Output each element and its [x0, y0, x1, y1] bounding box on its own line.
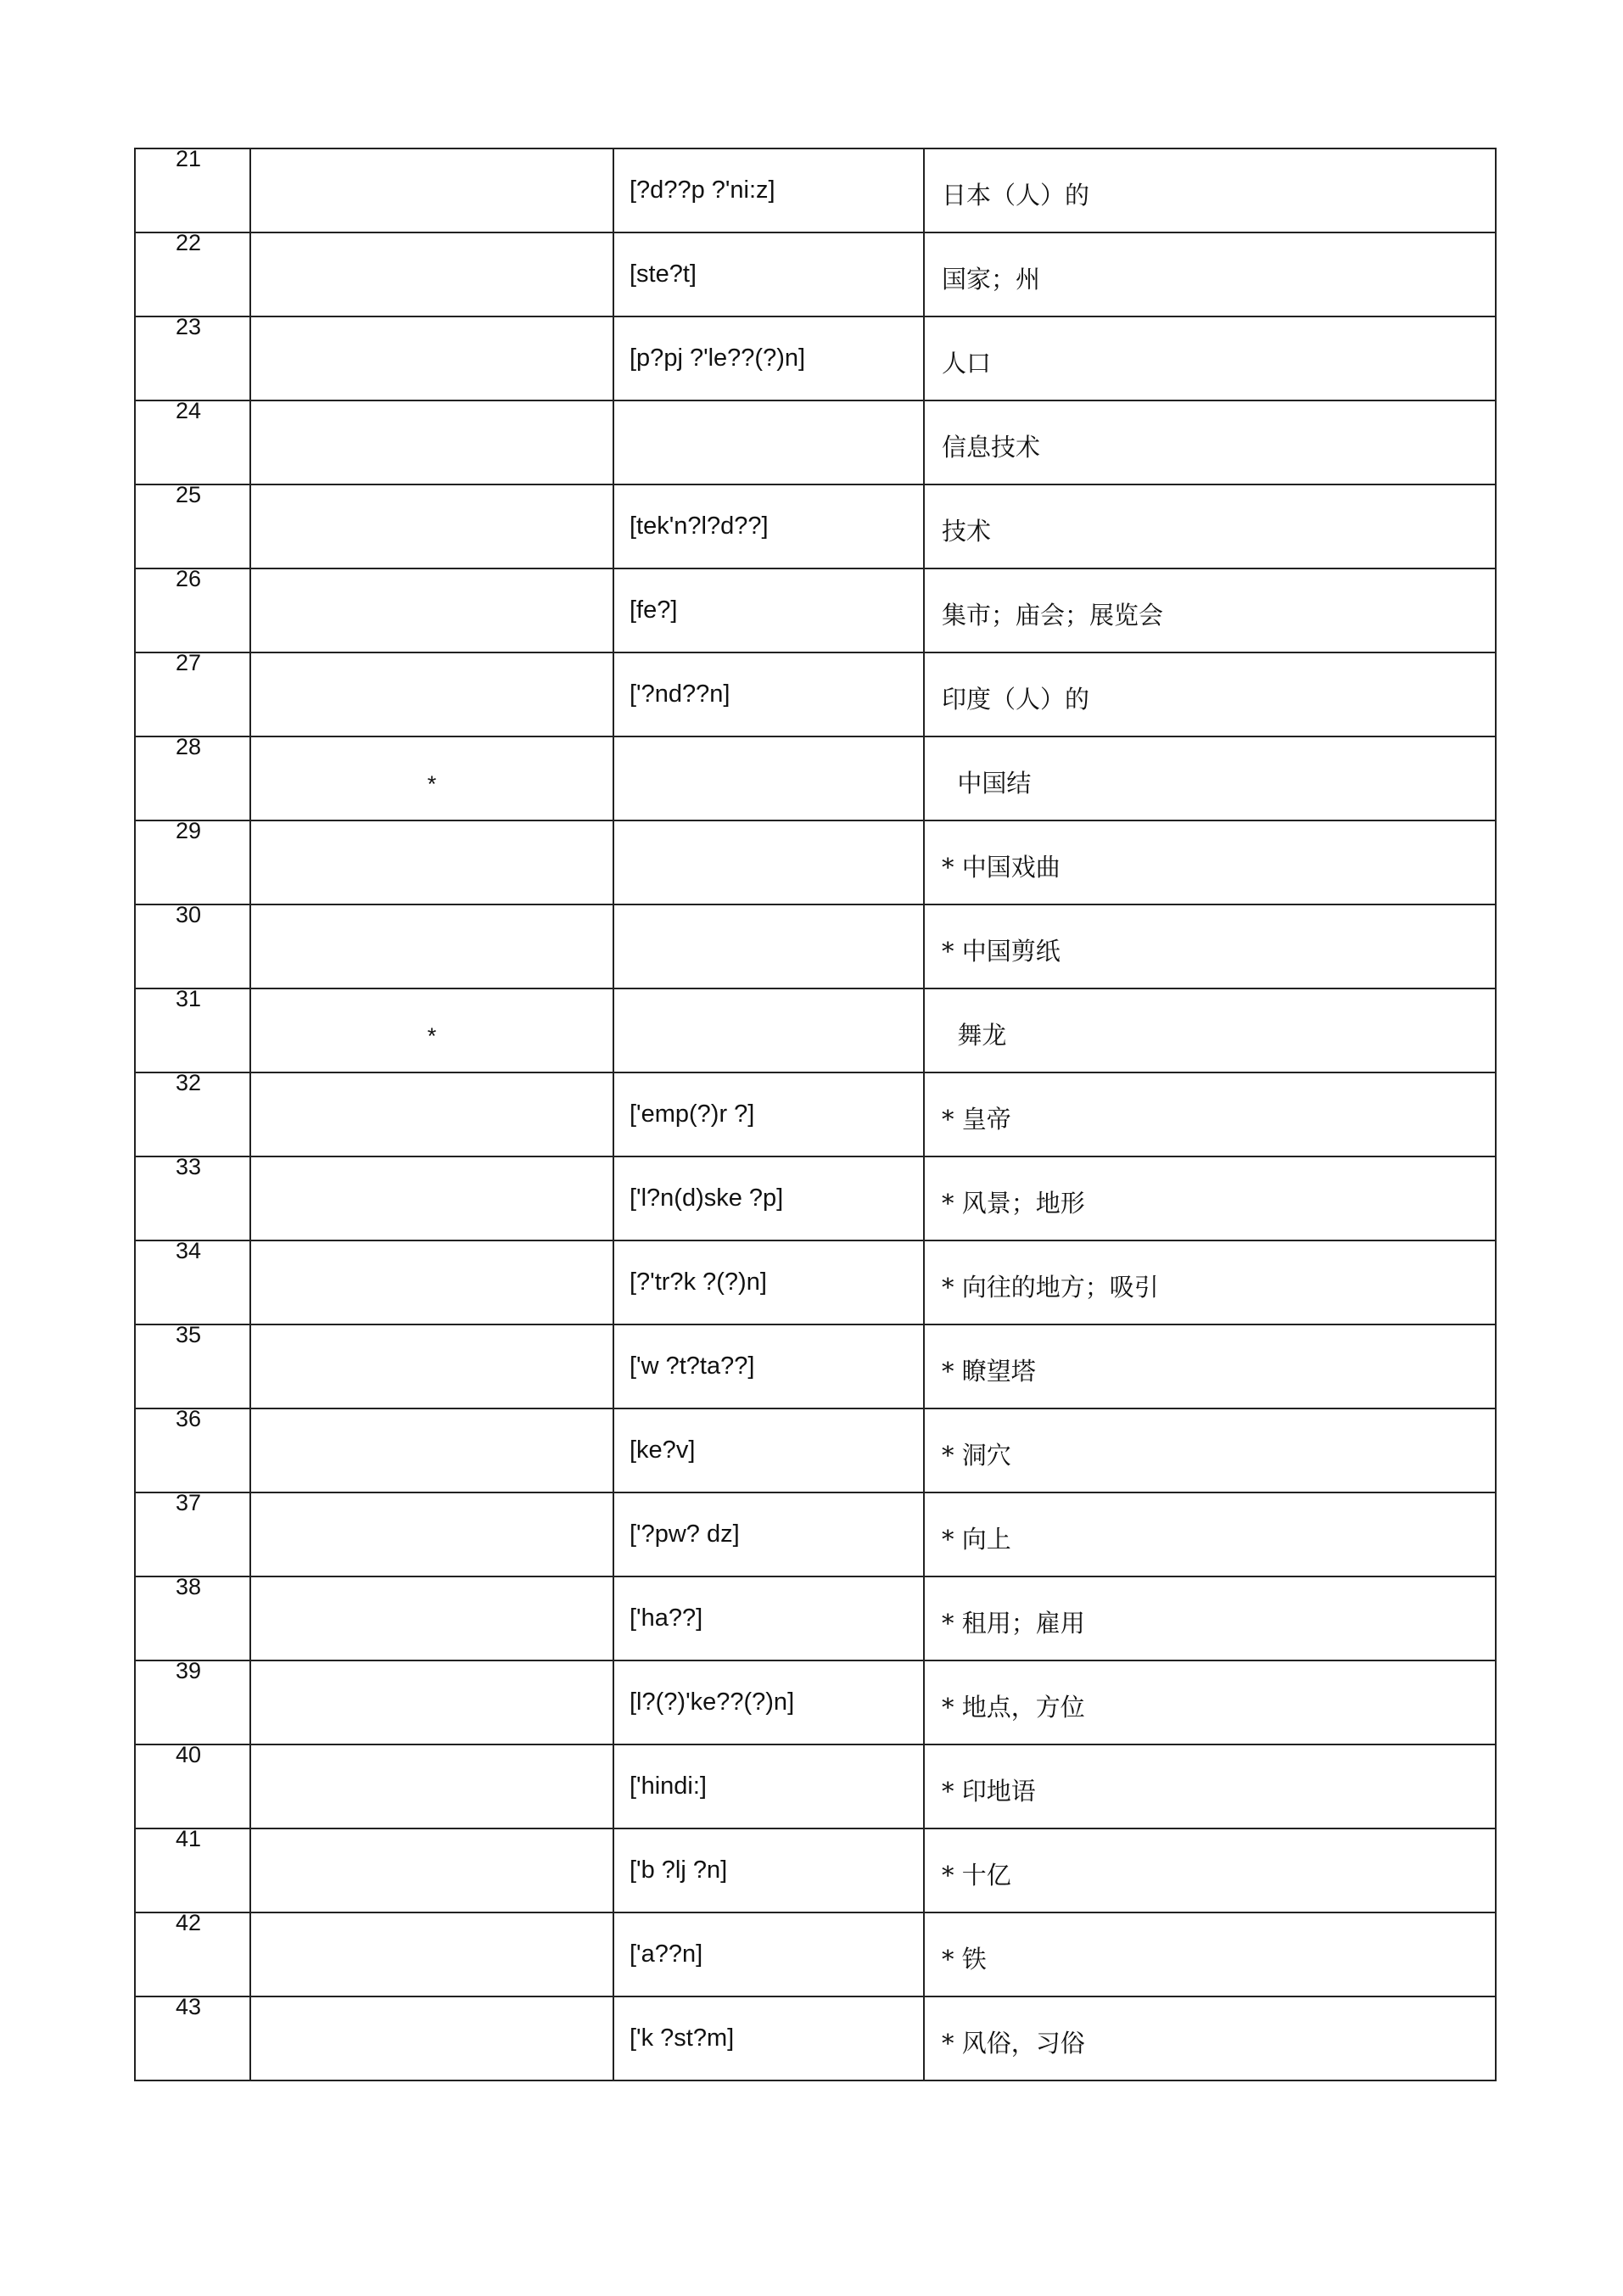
- word-text: [251, 1577, 613, 1611]
- meaning-text: * 租用；雇用: [942, 1609, 1085, 1638]
- word-cell: [250, 1492, 613, 1576]
- word-cell: [250, 568, 613, 652]
- word-text: [251, 905, 613, 939]
- row-number: 39: [176, 1658, 202, 1683]
- word-text: *: [427, 771, 437, 797]
- word-text: [251, 1157, 613, 1191]
- row-number: 42: [176, 1910, 202, 1935]
- table-row: [135, 484, 1496, 568]
- meaning-text: 国家；州: [942, 265, 1041, 294]
- meaning-cell: [924, 484, 1496, 568]
- meaning-text: * 铁: [942, 1945, 987, 1974]
- table-row: [135, 736, 1496, 820]
- phonetic-text: [ke?v]: [630, 1436, 696, 1464]
- meaning-text: * 向往的地方；吸引: [942, 1273, 1159, 1302]
- vocabulary-table: [134, 148, 1497, 2081]
- phonetic-text: ['k ?st?m]: [630, 2024, 735, 2052]
- word-text: [251, 317, 613, 351]
- row-number: 28: [176, 734, 202, 759]
- phonetic-cell: [613, 1408, 924, 1492]
- word-text: [251, 233, 613, 267]
- phonetic-cell: [613, 1744, 924, 1828]
- meaning-text: * 向上: [942, 1525, 1011, 1554]
- meaning-cell: [924, 736, 1496, 820]
- word-cell: [250, 1072, 613, 1156]
- word-text: [251, 1241, 613, 1275]
- row-number: 34: [176, 1238, 202, 1263]
- phonetic-text: ['ha??]: [630, 1604, 703, 1632]
- phonetic-text: [614, 821, 923, 848]
- meaning-text: * 地点，方位: [942, 1693, 1085, 1722]
- word-cell: [250, 400, 613, 484]
- phonetic-text: [614, 401, 923, 428]
- table-row: [135, 904, 1496, 988]
- meaning-cell: [924, 1996, 1496, 2080]
- phonetic-cell: [613, 1996, 924, 2080]
- phonetic-text: ['emp(?)r ?]: [630, 1100, 755, 1128]
- phonetic-cell: [613, 1324, 924, 1408]
- word-cell: [250, 484, 613, 568]
- meaning-cell: [924, 988, 1496, 1072]
- phonetic-cell: [613, 736, 924, 820]
- number-cell: [135, 568, 250, 652]
- table-row: [135, 400, 1496, 484]
- phonetic-cell: [613, 484, 924, 568]
- meaning-text: 信息技术: [942, 433, 1041, 462]
- phonetic-text: ['a??n]: [630, 1940, 703, 1968]
- table-row: [135, 1660, 1496, 1744]
- table-row: [135, 1408, 1496, 1492]
- row-number: 43: [176, 1994, 202, 2019]
- phonetic-cell: [613, 988, 924, 1072]
- meaning-text: * 十亿: [942, 1861, 1011, 1890]
- number-cell: [135, 1072, 250, 1156]
- phonetic-text: [l?(?)'ke??(?)n]: [630, 1688, 795, 1716]
- table-row: [135, 652, 1496, 736]
- table-row: [135, 148, 1496, 232]
- phonetic-cell: [613, 232, 924, 316]
- word-cell: [250, 1324, 613, 1408]
- number-cell: [135, 820, 250, 904]
- row-number: 21: [176, 146, 202, 171]
- word-text: [251, 821, 613, 855]
- number-cell: [135, 400, 250, 484]
- meaning-cell: [924, 1744, 1496, 1828]
- word-cell: [250, 1660, 613, 1744]
- row-number: 36: [176, 1406, 202, 1431]
- number-cell: [135, 316, 250, 400]
- number-cell: [135, 148, 250, 232]
- word-cell: [250, 148, 613, 232]
- number-cell: [135, 1912, 250, 1996]
- phonetic-cell: [613, 652, 924, 736]
- row-number: 30: [176, 902, 202, 927]
- phonetic-text: [?d??p ?'ni:z]: [630, 176, 775, 204]
- row-number: 29: [176, 818, 202, 843]
- word-text: [251, 569, 613, 603]
- word-cell: [250, 1828, 613, 1912]
- table-row: [135, 316, 1496, 400]
- meaning-cell: [924, 652, 1496, 736]
- word-text: [251, 1913, 613, 1947]
- table-row: [135, 820, 1496, 904]
- number-cell: [135, 1996, 250, 2080]
- table-row: [135, 1072, 1496, 1156]
- meaning-text: * 印地语: [942, 1777, 1036, 1806]
- phonetic-text: [ste?t]: [630, 260, 697, 288]
- meaning-cell: [924, 400, 1496, 484]
- number-cell: [135, 988, 250, 1072]
- table-row: [135, 1576, 1496, 1660]
- row-number: 37: [176, 1490, 202, 1515]
- word-text: [251, 1493, 613, 1527]
- number-cell: [135, 484, 250, 568]
- meaning-cell: [924, 1576, 1496, 1660]
- meaning-cell: [924, 1828, 1496, 1912]
- meaning-cell: [924, 904, 1496, 988]
- row-number: 38: [176, 1574, 202, 1599]
- word-text: [251, 149, 613, 183]
- number-cell: [135, 232, 250, 316]
- meaning-text: * 中国戏曲: [942, 853, 1061, 882]
- word-cell: [250, 988, 613, 1072]
- table-row: [135, 1912, 1496, 1996]
- meaning-text: 人口: [942, 349, 992, 378]
- row-number: 27: [176, 650, 202, 675]
- meaning-cell: [924, 568, 1496, 652]
- meaning-text: * 瞭望塔: [942, 1357, 1036, 1386]
- word-text: [251, 401, 613, 435]
- word-cell: [250, 316, 613, 400]
- meaning-cell: [924, 316, 1496, 400]
- phonetic-cell: [613, 820, 924, 904]
- phonetic-cell: [613, 904, 924, 988]
- meaning-cell: [924, 1072, 1496, 1156]
- word-cell: [250, 1744, 613, 1828]
- meaning-cell: [924, 1240, 1496, 1324]
- word-cell: [250, 652, 613, 736]
- meaning-cell: [924, 232, 1496, 316]
- meaning-text: * 洞穴: [942, 1441, 1011, 1470]
- word-cell: [250, 232, 613, 316]
- number-cell: [135, 1408, 250, 1492]
- meaning-cell: [924, 820, 1496, 904]
- phonetic-cell: [613, 1828, 924, 1912]
- row-number: 40: [176, 1742, 202, 1767]
- row-number: 32: [176, 1070, 202, 1095]
- phonetic-text: [614, 737, 923, 764]
- word-text: [251, 1661, 613, 1695]
- word-cell: [250, 904, 613, 988]
- table-row: [135, 568, 1496, 652]
- phonetic-text: ['hindi:]: [630, 1772, 707, 1800]
- phonetic-cell: [613, 148, 924, 232]
- number-cell: [135, 1576, 250, 1660]
- number-cell: [135, 1156, 250, 1240]
- phonetic-text: ['w ?t?ta??]: [630, 1352, 755, 1380]
- phonetic-cell: [613, 568, 924, 652]
- meaning-cell: [924, 1492, 1496, 1576]
- word-cell: [250, 820, 613, 904]
- meaning-text: 中国结: [942, 769, 1032, 798]
- table-row: [135, 1324, 1496, 1408]
- row-number: 41: [176, 1826, 202, 1851]
- meaning-text: 舞龙: [942, 1021, 1007, 1050]
- table-row: [135, 1492, 1496, 1576]
- phonetic-cell: [613, 1576, 924, 1660]
- meaning-cell: [924, 1156, 1496, 1240]
- word-text: [251, 1073, 613, 1107]
- word-text: [251, 1745, 613, 1779]
- meaning-text: * 中国剪纸: [942, 937, 1061, 966]
- table-row: [135, 1828, 1496, 1912]
- word-text: [251, 1997, 613, 2031]
- number-cell: [135, 736, 250, 820]
- word-text: *: [427, 1023, 437, 1049]
- table-row: [135, 988, 1496, 1072]
- phonetic-text: [?'tr?k ?(?)n]: [630, 1268, 767, 1296]
- word-cell: [250, 1156, 613, 1240]
- word-cell: [250, 1576, 613, 1660]
- phonetic-cell: [613, 1660, 924, 1744]
- meaning-cell: [924, 1324, 1496, 1408]
- word-text: [251, 1325, 613, 1359]
- table-row: [135, 1156, 1496, 1240]
- row-number: 24: [176, 398, 202, 423]
- meaning-cell: [924, 1912, 1496, 1996]
- phonetic-cell: [613, 1240, 924, 1324]
- meaning-text: 印度（人）的: [942, 685, 1090, 714]
- phonetic-text: [tek'n?l?d??]: [630, 512, 769, 540]
- meaning-text: * 皇帝: [942, 1105, 1011, 1134]
- word-text: [251, 653, 613, 687]
- number-cell: [135, 1240, 250, 1324]
- meaning-text: 技术: [942, 517, 992, 546]
- phonetic-cell: [613, 316, 924, 400]
- row-number: 23: [176, 314, 202, 339]
- meaning-text: * 风俗，习俗: [942, 2029, 1085, 2058]
- phonetic-text: [614, 905, 923, 932]
- phonetic-text: ['b ?lj ?n]: [630, 1856, 728, 1884]
- phonetic-text: ['l?n(d)ske ?p]: [630, 1184, 784, 1212]
- word-text: [251, 1829, 613, 1863]
- phonetic-cell: [613, 400, 924, 484]
- number-cell: [135, 1492, 250, 1576]
- table-row: [135, 1744, 1496, 1828]
- table-row: [135, 232, 1496, 316]
- row-number: 26: [176, 566, 202, 591]
- row-number: 22: [176, 230, 202, 255]
- phonetic-text: [p?pj ?'le??(?)n]: [630, 344, 806, 372]
- phonetic-text: [614, 989, 923, 1016]
- number-cell: [135, 1660, 250, 1744]
- word-cell: [250, 736, 613, 820]
- meaning-text: * 风景；地形: [942, 1189, 1085, 1218]
- phonetic-text: ['?nd??n]: [630, 680, 730, 708]
- row-number: 33: [176, 1154, 202, 1179]
- number-cell: [135, 1828, 250, 1912]
- row-number: 35: [176, 1322, 202, 1347]
- word-text: [251, 485, 613, 519]
- phonetic-text: ['?pw? dz]: [630, 1520, 740, 1548]
- number-cell: [135, 1324, 250, 1408]
- meaning-cell: [924, 1660, 1496, 1744]
- meaning-text: 日本（人）的: [942, 181, 1090, 210]
- meaning-cell: [924, 148, 1496, 232]
- word-cell: [250, 1408, 613, 1492]
- phonetic-cell: [613, 1492, 924, 1576]
- word-cell: [250, 1912, 613, 1996]
- meaning-cell: [924, 1408, 1496, 1492]
- table-row: [135, 1996, 1496, 2080]
- meaning-text: 集市；庙会；展览会: [942, 601, 1164, 630]
- number-cell: [135, 904, 250, 988]
- row-number: 31: [176, 986, 202, 1011]
- table-row: [135, 1240, 1496, 1324]
- phonetic-cell: [613, 1912, 924, 1996]
- number-cell: [135, 1744, 250, 1828]
- word-cell: [250, 1996, 613, 2080]
- word-text: [251, 1409, 613, 1443]
- phonetic-cell: [613, 1072, 924, 1156]
- number-cell: [135, 652, 250, 736]
- phonetic-cell: [613, 1156, 924, 1240]
- phonetic-text: [fe?]: [630, 596, 678, 624]
- word-cell: [250, 1240, 613, 1324]
- row-number: 25: [176, 482, 202, 507]
